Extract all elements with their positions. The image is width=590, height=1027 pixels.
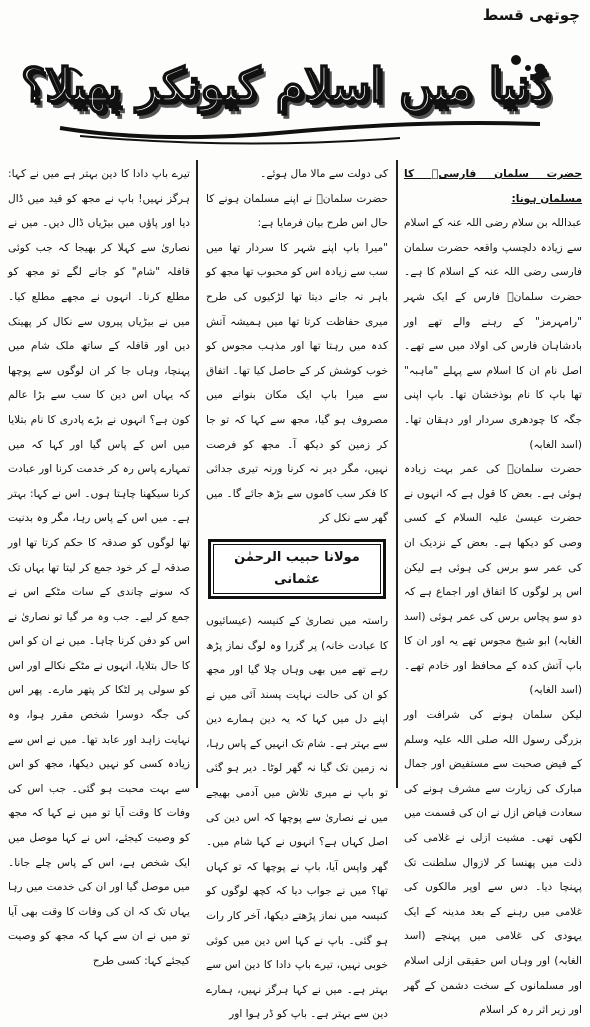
body-paragraph: حضرت سلمانؓ کی عمر بہت زیادہ ہوئی ہے۔ بعض کا قول ہے کہ انہوں نے حضرت عیسیٰ علیہ السلام کے کسی وصی کو دیکھا ہے۔ بعض کے نزدیک ان کی عمر سو برس کی ہوئی ہے لیکن اس پر لوگوں کا اتفاق اور اجماع ہے کہ دو سو پچاس برس کی عمر ہوئی (اسد الغابہ) ابو شیخ مجوس تھے یہ اور ان کا باپ آتش کدہ کے محافظ اور خادم تھے۔ (اسد الغابہ) <box>404 463 582 697</box>
body-paragraph: عبداللہ بن سلام رضی اللہ عنہ کے اسلام سے زیادہ دلچسپ واقعہ حضرت سلمان فارسی رضی اللہ عنہ کے اسلام کا ہے۔ حضرت سلمانؓ فارس کے ایک شہر "رامہرمز" کے رہنے والے تھے اور بادشاہان فارس کی اولاد میں سے تھے۔ اصل نام ان کا اسلام سے پہلے "ماہبہ" تھا باپ کا نام بوذخشان تھا۔ باپ اپنی جگہ کا چودھری سردار اور دہقان تھا۔ (اسد الغابہ) <box>404 217 582 451</box>
column-divider <box>196 160 198 788</box>
body-paragraph: "میرا باپ اپنے شہر کا سردار تھا میں سب سے زیادہ اس کو محبوب تھا مجھ کو باہر نہ جانے دیتا تھا لڑکیوں کی طرح میری حفاظت کرتا تھا میں ہمیشہ آتش کدہ میں رہتا تھا اور مذہب مجوس کو خوب کوشش کر کے حاصل کیا تھا۔ اتفاق سے میرا باپ ایک مکان بنوانے میں مصروف ہو گیا، مجھ سے کہا کہ تو جا کر زمین کو دیکھ آ۔ مجھ کو فرصت نہیں، مگر دیر نہ کرنا ورنہ تیری جدائی کا فکر سب کاموں سے بڑھ جائے گا۔ میں گھر سے نکل کر <box>206 241 388 525</box>
column-right <box>404 162 582 1017</box>
column-divider <box>396 160 398 788</box>
body-paragraph: تیرے باپ دادا کا دین بہتر ہے میں نے کہا: ہرگز نہیں! باپ نے مجھ کو قید میں ڈال دیا اور پاؤں میں بیڑیاں ڈال دیں۔ میں نے نصاریٰ سے کہلا کر بھیجا کہ جب کوئی قافلہ "شام" کو جانے لگے تو مجھ کو مطلع کرنا۔ انہوں نے مجھے مطلع کیا۔ میں نے بیڑیاں پیروں سے نکال کر پھینک دیں اور قافلہ کے ساتھ ملک شام میں پہنچا، وہاں جا کر ان لوگوں سے پوچھا کہ یہاں اس دین کا سب سے بڑا عالم کون ہے؟ انہوں نے بڑے پادری کا نام بتلایا میں اس کے پاس گیا اور کہا کہ میں تمہارے پاس رہ کر خدمت کرنا اور عبادت کرنا سیکھنا چاہتا ہوں۔ اس نے کہا: بہتر ہے۔ میں اس کے پاس رہا، مگر وہ بدنیت تھا لوگوں کو صدقہ کا حکم کرتا تھا اور صدقہ لے کر خود جمع کر لیتا تھا یہاں تک کہ سونے چاندی کے سات مٹکے اس نے جمع کر لیے۔ جب وہ مر گیا تو نصاریٰ نے اس کو دفن کرنا چاہا۔ میں نے ان کو اس کا حال بتلایا، انہوں نے مٹکے نکالے اور اس کو سولی پر لٹکا کر پتھر مارے۔ پھر اس کی جگہ دوسرا شخص مقرر ہوا، وہ نہایت زاہد اور عابد تھا۔ میں نے اس سے زیادہ کسی کو نہیں دیکھا، مجھ کو اس سے بہت محبت ہو گئی۔ جب اس کی وفات کا وقت آیا تو میں نے کہا کہ مجھ کو وصیت کیجئے، اس نے کہا موصل میں ایک شخص ہے، اس کے پاس چلے جانا۔ میں موصل گیا اور ان کی خدمت میں رہا یہاں تک کہ ان کی وفات کا وقت بھی آیا تو میں نے ان سے کہا کہ مجھ کو وصیت کیجئے کہا: کسی طرح <box>8 168 190 967</box>
headline-banner <box>21 40 550 150</box>
body-paragraph: راستہ میں نصاریٰ کے کنیسہ (عیسائیوں کا عبادت خانہ) پر گزرا وہ لوگ نماز پڑھ رہے تھے میں بھی وہاں چلا گیا اور مجھ کو ان کی حالت نہایت پسند آئی میں نے اپنے دل میں کہا کہ یہ دین ہمارے دین سے بہتر ہے۔ شام تک انہیں کے پاس رہا، نہ زمین تک گیا نہ گھر لوٹا۔ دیر ہو گئی تو باپ نے میری تلاش میں آدمی بھیجے میں نے نصاریٰ سے پوچھا کہ اس دین کی اصل کہاں ہے؟ انہوں نے کہا شام میں۔ گھر واپس آیا، باپ نے پوچھا کہ تو کہاں تھا؟ میں نے جواب دیا کہ کچھ لوگوں کو کنیسہ میں نماز پڑھتے دیکھا، آخر کار رات ہو گئی۔ باپ نے کہا اس دین میں کوئی خوبی نہیں، تیرے باپ دادا کا دین اس سے بہتر ہے۔ میں نے کہا ہرگز نہیں، ہمارے دین سے بہتر ہے۔ باپ کو ڈر ہوا اور <box>206 614 388 1021</box>
body-paragraph: کی دولت سے مالا مال ہوئے۔ <box>260 168 388 180</box>
author-byline: مولانا حبیب الرحمٰن عثمانی <box>208 539 386 599</box>
installment-label: چوتھی قسط <box>482 6 580 24</box>
column-middle <box>206 162 388 1021</box>
column-left <box>8 162 190 967</box>
headline-title: دُنیا میں اسلام کیونکر پھیلا؟ <box>21 58 550 112</box>
section-subheading: حضرت سلمان فارسیؓ کا مسلمان ہونا: <box>404 168 582 205</box>
body-paragraph: حضرت سلمانؓ نے اپنے مسلمان ہونے کا حال اس طرح بیان فرمایا ہے: <box>206 192 388 230</box>
body-paragraph: لیکن سلمان ہونے کی شرافت اور بزرگی رسول اللہ صلی اللہ علیہ وسلم کے فیض صحبت سے مستفیض اور جمال مبارک کی زیارت سے مشرف ہونے کی سعادت فیاض ازل نے ان کی قسمت میں لکھی تھی۔ مشیت ازلی نے غلامی کی ذلت میں پھنسا کر لازوال سلطنت تک پہنچا دیا۔ دس سے اوپر مالکوں کی غلامی میں رہنے کے بعد مدینہ کے ایک یہودی کی غلامی میں پہنچے (اسد الغابہ) اور وہاں اس حقیقی ازلی اسلام اور مسلمانوں کے سخت دشمن کے گھر اور زیر اثر رہ کر اسلام <box>404 709 582 1017</box>
